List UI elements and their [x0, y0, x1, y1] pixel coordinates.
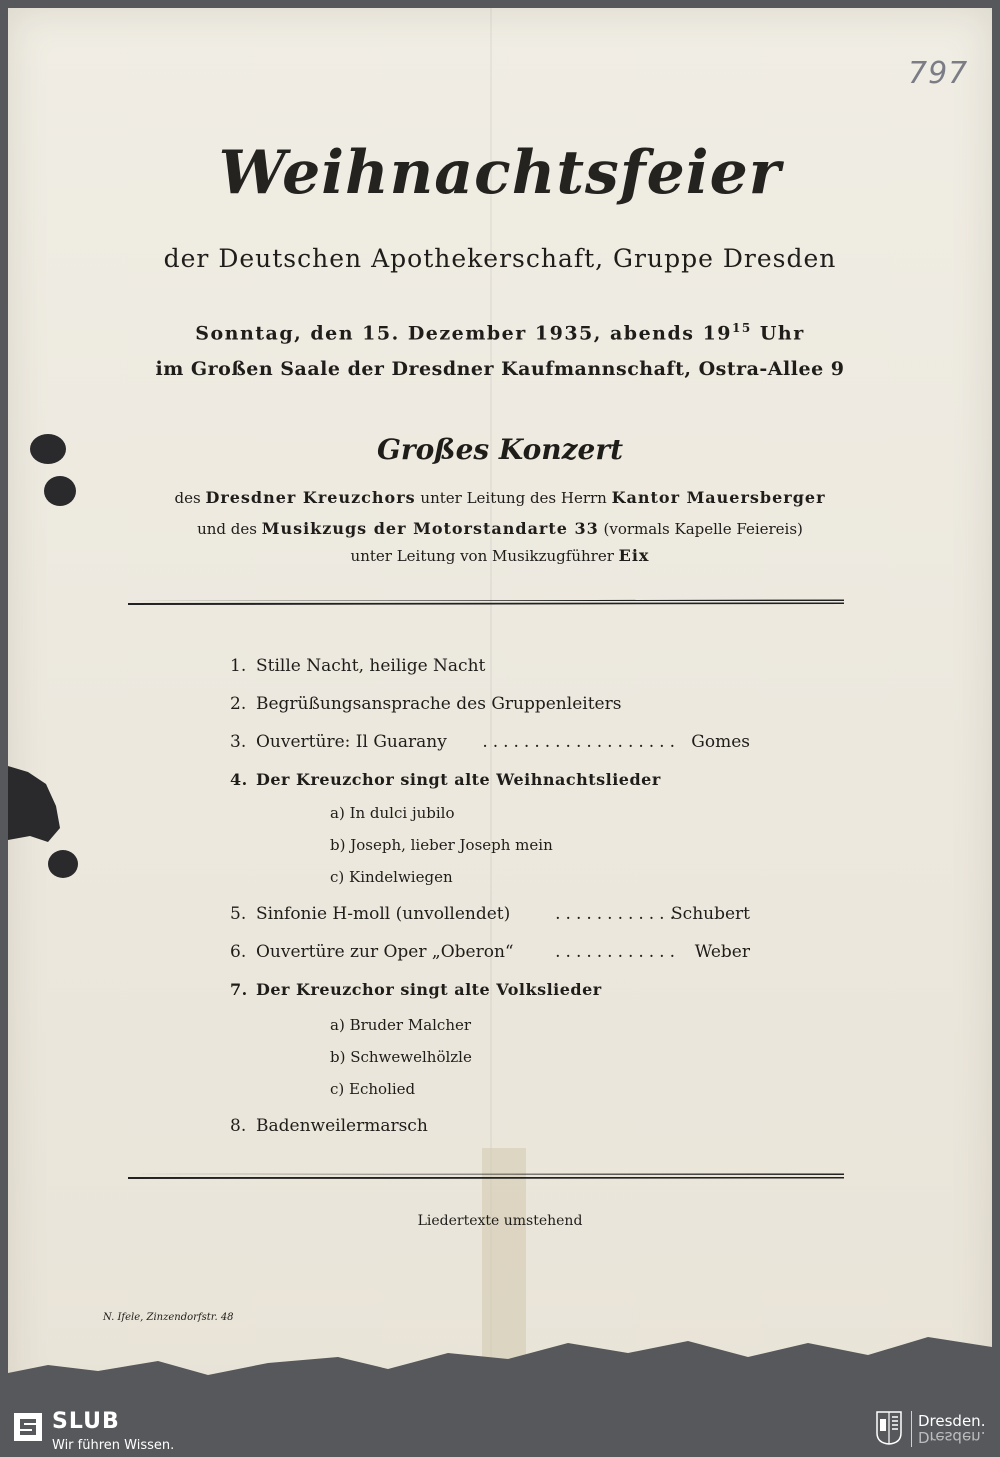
program-subitem: c) Kindelwiegen	[330, 868, 453, 886]
torn-edge-bottom	[8, 1313, 992, 1403]
document-page	[8, 8, 992, 1403]
program-item: 4. Der Kreuzchor singt alte Weihnachtslieder	[230, 770, 661, 789]
composer: Schubert	[671, 904, 750, 924]
performers-line-3: unter Leitung von Musikzugführer Eix	[350, 546, 650, 565]
footer-bar	[0, 1403, 1000, 1457]
dresden-brand-reflection: Dresden.	[918, 1428, 986, 1446]
dot-leader: ...................	[482, 732, 680, 752]
program-subitem: b) Schwewelhölzle	[330, 1048, 472, 1066]
program-subitem: c) Echolied	[330, 1080, 416, 1098]
performers-line-1: des Dresdner Kreuzchors unter Leitung des Herrn Kantor Mauersberger	[174, 488, 826, 507]
composer: Weber	[694, 942, 750, 962]
event-venue: im Großen Saale der Dresdner Kaufmannschaft, Ostra-Allee 9	[155, 358, 845, 380]
divider-bottom	[128, 1172, 844, 1181]
program-subitem: a) In dulci jubilo	[330, 804, 455, 822]
archive-number: 797	[908, 56, 969, 91]
program-item: 1. Stille Nacht, heilige Nacht	[230, 656, 486, 676]
slub-brand: SLUB	[52, 1409, 120, 1434]
dot-leader: ............	[555, 942, 680, 962]
dresden-brand: Dresden.	[918, 1412, 986, 1430]
program-item: 3. Ouvertüre: Il Guarany ................... Gomes	[230, 732, 750, 752]
program-item: 5. Sinfonie H-moll (unvollendet) ............ Schubert	[230, 904, 750, 924]
footnote: Liedertexte umstehend	[417, 1213, 583, 1229]
dot-leader: ............	[555, 904, 680, 924]
composer: Gomes	[691, 732, 750, 752]
torn-edge-left	[8, 766, 68, 846]
divider-top	[128, 598, 844, 607]
printer-imprint: N. Ifele, Zinzendorfstr. 48	[103, 1312, 234, 1323]
dresden-crest-icon	[876, 1411, 902, 1445]
punch-hole	[48, 850, 78, 878]
concert-heading: Großes Konzert	[376, 433, 624, 466]
program-item: 8. Badenweilermarsch	[230, 1116, 428, 1136]
program-item: 2. Begrüßungsansprache des Gruppenleiters	[230, 694, 622, 714]
document-title: Weihnachtsfeier	[218, 138, 782, 208]
footer-separator	[911, 1411, 912, 1447]
program-subitem: a) Bruder Malcher	[330, 1016, 472, 1034]
slub-tagline: Wir führen Wissen.	[52, 1438, 175, 1453]
program-subitem: b) Joseph, lieber Joseph mein	[330, 836, 553, 854]
program-item: 6. Ouvertüre zur Oper „Oberon“ ............ Weber	[230, 942, 750, 962]
event-date: Sonntag, den 15. Dezember 1935, abends $19^{15}$ Uhr	[195, 321, 805, 345]
document-subtitle: der Deutschen Apothekerschaft, Gruppe Dresden	[163, 244, 837, 273]
program-item: 7. Der Kreuzchor singt alte Volkslieder	[230, 980, 602, 999]
performers-line-2: und des Musikzugs der Motorstandarte 33 (vormals Kapelle Feiereis)	[197, 519, 803, 538]
slub-logo-icon	[14, 1413, 42, 1441]
